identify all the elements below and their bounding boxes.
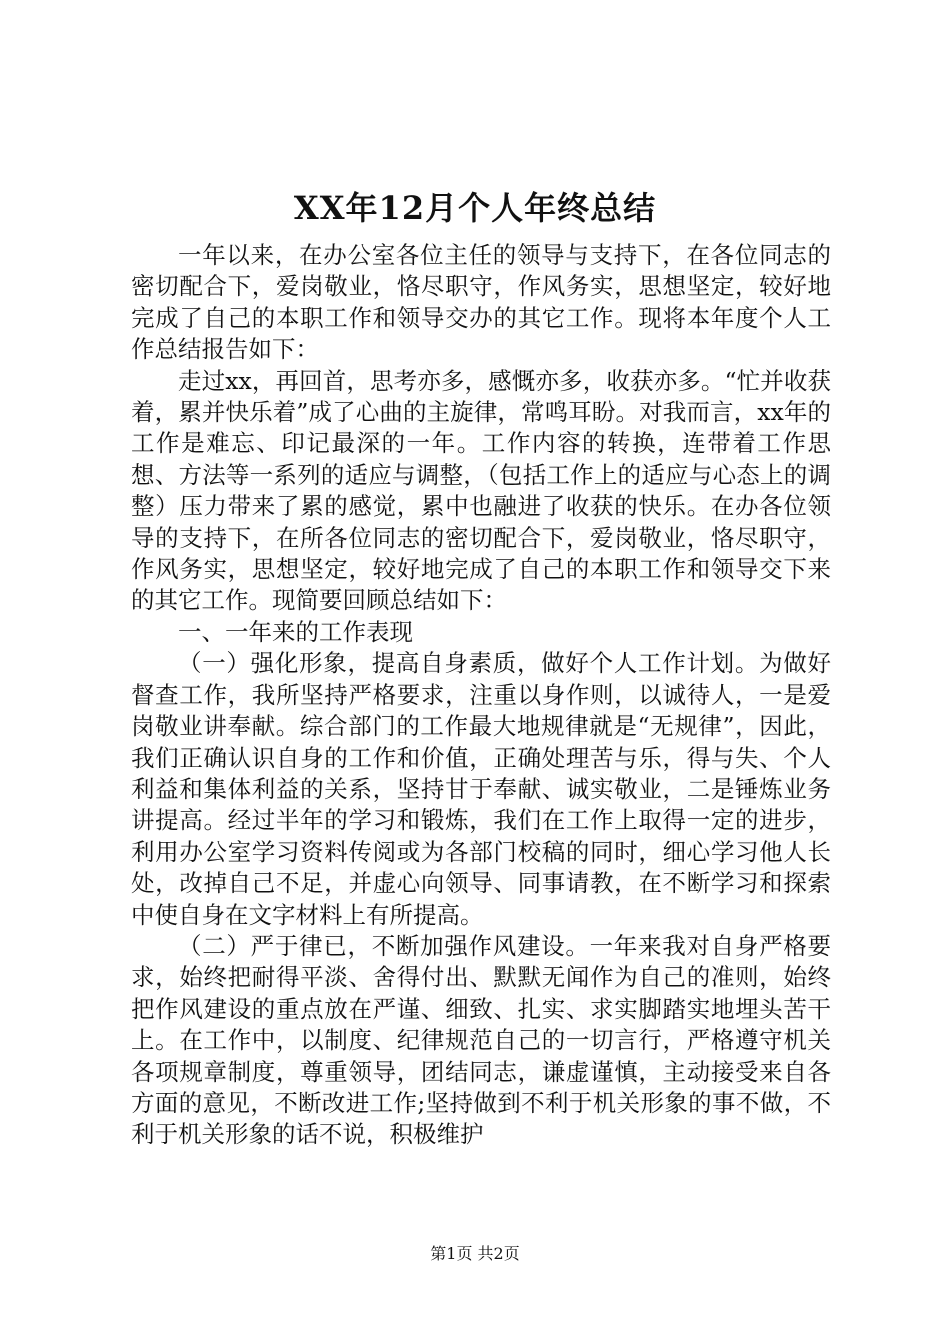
document-title: XX年12月个人年终总结: [293, 189, 657, 227]
section-heading: 一、一年来的工作表现: [178, 617, 413, 646]
paragraph-item-1: （一）强化形象，提高自身素质，做好个人工作计划。为做好督查工作，我所坚持严格要求，注重以身作则，以诚待人，一是爱岗敬业讲奉献。综合部门的工作最大地规律就是“无规律”，因此，我们正确认识自身的工作和价值，正确处理苦与乐，得与失、个人利益和集体利益的关系，坚持甘于奉献、诚实敬业，二是锤炼业务讲提高。经过半年的学习和锻炼，我们在工作上取得一定的进步，利用办公室学习资料传阅或为各部门校稿的同时，细心学习他人长处，改掉自己不足，并虚心向领导、同事请教，在不断学习和探索中使自身在文字材料上有所提高。: [131, 649, 831, 929]
paragraph-intro: 一年以来，在办公室各位主任的领导与支持下，在各位同志的密切配合下，爱岗敬业，恪尽职守，作风务实，思想坚定，较好地完成了自己的本职工作和领导交办的其它工作。现将本年度个人工作总结报告如下：: [131, 241, 831, 364]
document-body: [131, 240, 831, 1151]
paragraph-review: 走过xx，再回首，思考亦多，感慨亦多，收获亦多。“忙并收获着，累并快乐着”成了心曲的主旋律，常鸣耳盼。对我而言，xx年的工作是难忘、印记最深的一年。工作内容的转换，连带着工作思想、方法等一系列的适应与调整，（包括工作上的适应与心态上的调整）压力带来了累的感觉，累中也融进了收获的快乐。在办各位领导的支持下，在所各位同志的密切配合下，爱岗敬业，恪尽职守，作风务实，思想坚定，较好地完成了自己的本职工作和领导交下来的其它工作。现简要回顾总结如下：: [131, 366, 831, 615]
page-footer: 第1页 共2页: [430, 1244, 520, 1263]
paragraph-item-2: （二）严于律已，不断加强作风建设。一年来我对自身严格要求，始终把耐得平淡、舍得付出、默默无闻作为自己的准则，始终把作风建设的重点放在严谨、细致、扎实、求实脚踏实地埋头苦干上。在工作中，以制度、纪律规范自己的一切言行，严格遵守机关各项规章制度，尊重领导，团结同志，谦虚谨慎，主动接受来自各方面的意见，不断改进工作;坚持做到不利于机关形象的事不做，不利于机关形象的话不说，积极维护: [131, 931, 831, 1149]
